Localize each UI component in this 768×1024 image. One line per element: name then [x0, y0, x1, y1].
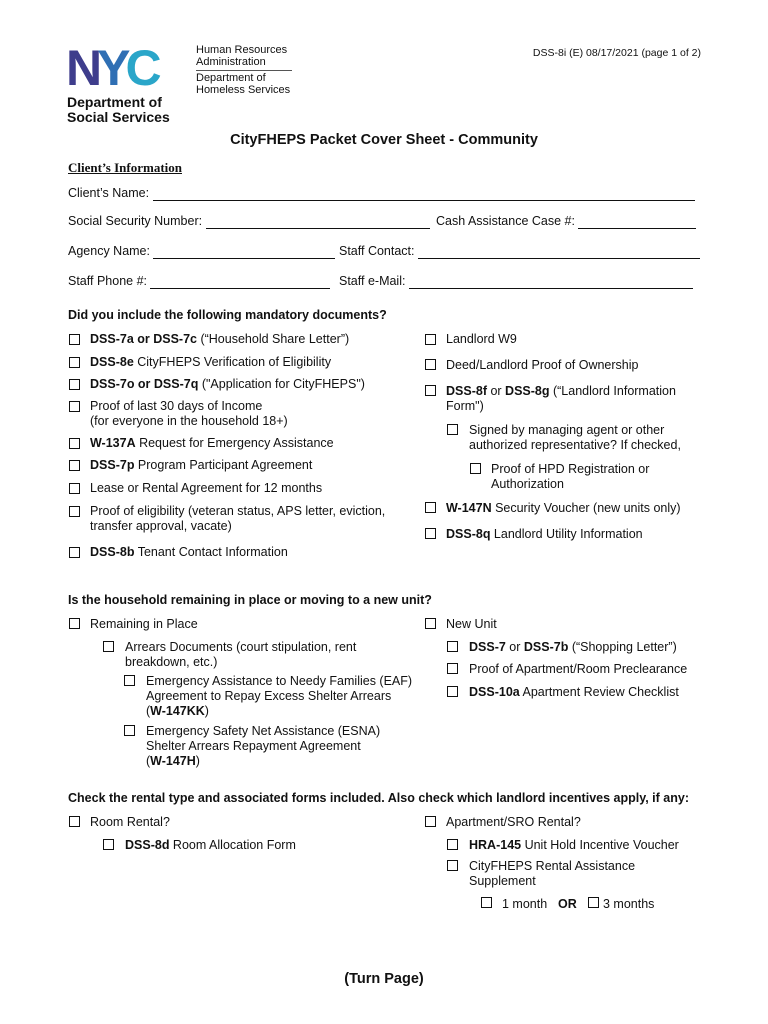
phone-label: Staff Phone #: — [68, 274, 147, 288]
mandatory-doc-label: Lease or Rental Agreement for 12 months — [90, 481, 323, 495]
client-info-heading: Client’s Information — [68, 160, 182, 175]
phone-field[interactable] — [150, 275, 330, 289]
hpd-label-1: Proof of HPD Registration or — [491, 462, 650, 476]
three-months-label: 3 months — [603, 897, 655, 911]
dss-name-line2: Social Services — [67, 109, 170, 125]
dss-10a-label: DSS-10a Apartment Review Checklist — [469, 685, 679, 699]
mandatory-doc-label-line2: transfer approval, vacate) — [90, 519, 232, 533]
ssn-field[interactable] — [206, 215, 430, 229]
w-147n-checkbox[interactable] — [425, 502, 436, 513]
hpd-checkbox[interactable] — [470, 463, 481, 474]
esna-checkbox[interactable] — [124, 725, 135, 736]
email-field[interactable] — [409, 275, 693, 289]
mandatory-doc-checkbox[interactable] — [69, 547, 80, 558]
signed-agent-checkbox[interactable] — [447, 424, 458, 435]
mandatory-doc-checkbox[interactable] — [69, 506, 80, 517]
apartment-rental-checkbox[interactable] — [425, 816, 436, 827]
staff-contact-label: Staff Contact: — [339, 244, 415, 258]
case-label: Cash Assistance Case #: — [436, 214, 575, 228]
eaf-label-3: (W-147KK) — [146, 704, 209, 718]
room-rental-checkbox[interactable] — [69, 816, 80, 827]
mandatory-doc-label: DSS-7p Program Participant Agreement — [90, 458, 313, 472]
mandatory-doc-checkbox[interactable] — [69, 334, 80, 345]
landlord-w9-checkbox[interactable] — [425, 334, 436, 345]
agency-row — [68, 243, 335, 259]
hpd-label-2: Authorization — [491, 477, 564, 491]
or-label: OR — [558, 897, 577, 911]
preclearance-checkbox[interactable] — [447, 663, 458, 674]
supplement-label-2: Supplement — [469, 874, 536, 888]
mandatory-doc-checkbox[interactable] — [69, 379, 80, 390]
form-id: DSS-8i (E) 08/17/2021 (page 1 of 2) — [532, 47, 701, 59]
esna-label-1: Emergency Safety Net Assistance (ESNA) — [146, 724, 381, 738]
mandatory-doc-label-line2: (for everyone in the household 18+) — [90, 414, 288, 428]
ssn-row — [68, 213, 430, 229]
dhs-name-line2: Homeless Services — [196, 84, 291, 96]
dss-8f-checkbox[interactable] — [425, 385, 436, 396]
new-unit-checkbox[interactable] — [425, 618, 436, 629]
mandatory-doc-label: DSS-7o or DSS-7q ("Application for CityFHEPS") — [90, 377, 365, 391]
hra-name-line2: Administration — [196, 56, 266, 68]
supplement-checkbox[interactable] — [447, 860, 458, 871]
page-title: CityFHEPS Packet Cover Sheet - Community — [230, 132, 538, 148]
rental-question: Check the rental type and associated forms included. Also check which landlord incentives apply, if any: — [68, 791, 689, 805]
one-month-checkbox[interactable] — [481, 897, 492, 908]
mandatory-doc-label: W-137A Request for Emergency Assistance — [90, 436, 334, 450]
dss-8f-label: DSS-8f or DSS-8g (“Landlord Information — [446, 384, 676, 398]
mandatory-doc-checkbox[interactable] — [69, 483, 80, 494]
staff-contact-field[interactable] — [418, 245, 700, 259]
supplement-label-1: CityFHEPS Rental Assistance — [469, 859, 636, 873]
mandatory-doc-label: DSS-8b Tenant Contact Information — [90, 545, 288, 559]
preclearance-label: Proof of Apartment/Room Preclearance — [469, 662, 688, 676]
staff-contact-row — [339, 243, 700, 259]
hra-145-checkbox[interactable] — [447, 839, 458, 850]
case-field[interactable] — [578, 215, 696, 229]
arrears-checkbox[interactable] — [103, 641, 114, 652]
dss-8f-label-line2: Form") — [446, 399, 484, 413]
remaining-label: Remaining in Place — [90, 617, 198, 631]
case-row — [436, 213, 696, 229]
turn-page-note: (Turn Page) — [344, 971, 424, 987]
landlord-w9-label: Landlord W9 — [446, 332, 517, 346]
dhs-name-line1: Department of — [196, 72, 266, 84]
dss-8q-checkbox[interactable] — [425, 528, 436, 539]
new-unit-label: New Unit — [446, 617, 497, 631]
logo-divider — [196, 70, 292, 71]
email-row — [339, 273, 693, 289]
arrears-label-2: breakdown, etc.) — [125, 655, 218, 669]
signed-agent-label-2: authorized representative? If checked, — [469, 438, 681, 452]
signed-agent-label-1: Signed by managing agent or other — [469, 423, 665, 437]
mandatory-doc-checkbox[interactable] — [69, 357, 80, 368]
household-question: Is the household remaining in place or moving to a new unit? — [68, 593, 432, 607]
one-month-label: 1 month — [502, 897, 548, 911]
arrears-label-1: Arrears Documents (court stipulation, rent — [125, 640, 357, 654]
mandatory-doc-label: DSS-8e CityFHEPS Verification of Eligibility — [90, 355, 332, 369]
three-months-checkbox[interactable] — [588, 897, 599, 908]
phone-row — [68, 273, 330, 289]
esna-label-3: (W-147H) — [146, 754, 200, 768]
eaf-label-2: Agreement to Repay Excess Shelter Arrears — [146, 689, 392, 703]
w-147n-label: W-147N Security Voucher (new units only) — [446, 501, 681, 515]
remaining-checkbox[interactable] — [69, 618, 80, 629]
mandatory-doc-label: Proof of last 30 days of Income — [90, 399, 263, 413]
dss-8d-label: DSS-8d Room Allocation Form — [125, 838, 296, 852]
client-name-field[interactable] — [153, 187, 695, 201]
mandatory-doc-checkbox[interactable] — [69, 460, 80, 471]
eaf-checkbox[interactable] — [124, 675, 135, 686]
dss-8q-label: DSS-8q Landlord Utility Information — [446, 527, 643, 541]
client-name-row — [68, 185, 695, 201]
hra-145-label: HRA-145 Unit Hold Incentive Voucher — [469, 838, 679, 852]
dss-8d-checkbox[interactable] — [103, 839, 114, 850]
mandatory-doc-label: DSS-7a or DSS-7c (“Household Share Letter”) — [90, 332, 350, 346]
room-rental-label: Room Rental? — [90, 815, 170, 829]
mandatory-doc-checkbox[interactable] — [69, 438, 80, 449]
dss-7-checkbox[interactable] — [447, 641, 458, 652]
agency-field[interactable] — [153, 245, 335, 259]
ssn-label: Social Security Number: — [68, 214, 203, 228]
mandatory-question: Did you include the following mandatory documents? — [68, 308, 387, 322]
agency-label: Agency Name: — [68, 244, 150, 258]
dss-7-label: DSS-7 or DSS-7b (“Shopping Letter”) — [469, 640, 677, 654]
dss-10a-checkbox[interactable] — [447, 686, 458, 697]
mandatory-doc-label: Proof of eligibility (veteran status, APS letter, eviction, — [90, 504, 386, 518]
deed-label: Deed/Landlord Proof of Ownership — [446, 358, 639, 372]
deed-checkbox[interactable] — [425, 359, 436, 370]
eaf-label-1: Emergency Assistance to Needy Families (EAF) — [146, 674, 413, 688]
hra-name-line1: Human Resources — [196, 44, 288, 56]
esna-label-2: Shelter Arrears Repayment Agreement — [146, 739, 361, 753]
logo — [66, 40, 296, 126]
nyc-logo-mark: NYC — [66, 40, 157, 96]
dss-name-line1: Department of — [67, 94, 162, 110]
mandatory-doc-checkbox[interactable] — [69, 401, 80, 412]
client-name-label: Client’s Name: — [68, 186, 150, 200]
email-label: Staff e-Mail: — [339, 274, 406, 288]
apartment-rental-label: Apartment/SRO Rental? — [446, 815, 581, 829]
